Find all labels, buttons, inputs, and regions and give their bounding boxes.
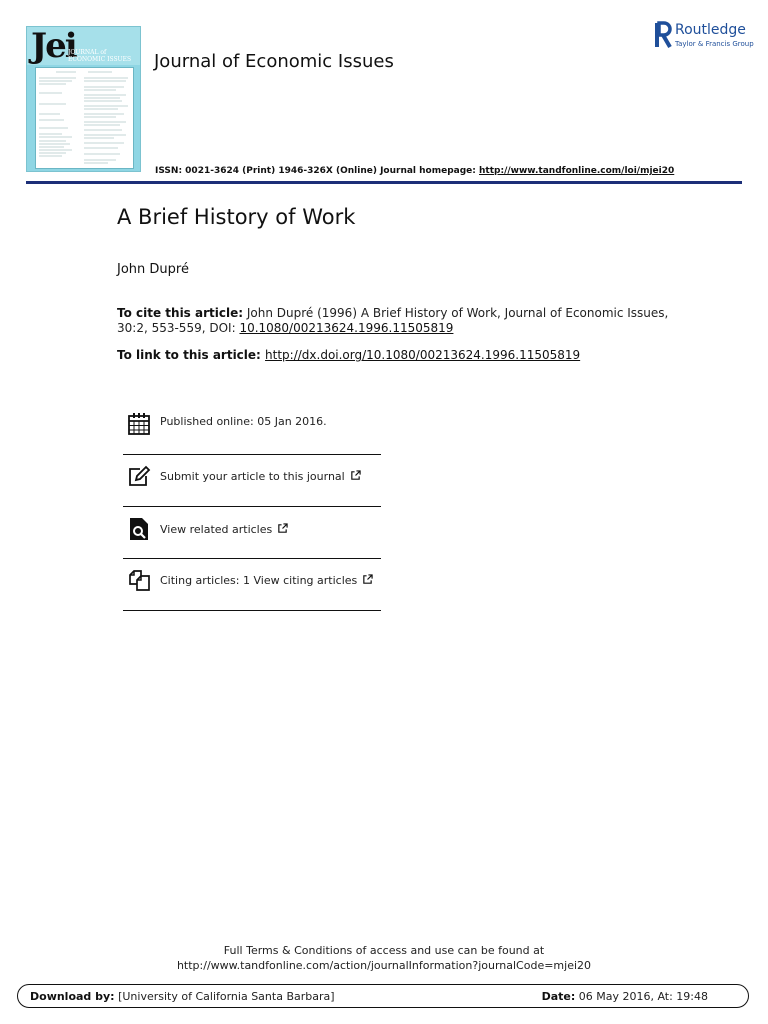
- issn-text: ISSN: 0021-3624 (Print) 1946-326X (Online) Journal homepage:: [155, 166, 480, 176]
- issn-line: [155, 166, 674, 176]
- journal-cover-image: [26, 26, 141, 172]
- citing-articles-row[interactable]: [123, 559, 381, 611]
- download-info-bar: [17, 984, 749, 1008]
- external-link-icon: [350, 470, 361, 481]
- doi-link[interactable]: 10.1080/00213624.1996.11505819: [239, 321, 454, 335]
- download-date: [542, 990, 708, 1003]
- download-date-value: 06 May 2016, At: 19:48: [575, 990, 708, 1003]
- terms-link[interactable]: http://www.tandfonline.com/action/journalInformation?journalCode=mjei20: [176, 959, 592, 972]
- external-link-icon: [277, 523, 288, 534]
- citing-articles-link[interactable]: [160, 574, 373, 587]
- publisher-subtitle: Taylor & Francis Group: [675, 40, 754, 48]
- cover-journal-name: JOURNAL of ECONOMIC ISSUES: [68, 49, 132, 63]
- journal-homepage-link[interactable]: http://www.tandfonline.com/loi/mjei20: [479, 166, 675, 176]
- copy-documents-icon: [127, 568, 151, 592]
- terms-notice: [0, 943, 768, 973]
- article-doi-url-link[interactable]: http://dx.doi.org/10.1080/00213624.1996.11505819: [265, 348, 581, 362]
- cover-contents: [35, 67, 134, 169]
- download-by-value: [University of California Santa Barbara]: [114, 990, 335, 1003]
- related-articles-row[interactable]: [123, 507, 381, 559]
- terms-line-1: Full Terms & Conditions of access and use can be found at: [223, 944, 545, 957]
- publisher-logo[interactable]: [654, 21, 754, 51]
- calendar-icon: [127, 412, 151, 436]
- published-online-label: Published online: 05 Jan 2016.: [160, 415, 327, 428]
- article-author: John Dupré: [117, 262, 189, 277]
- citing-articles-label: Citing articles: 1 View citing articles: [160, 574, 358, 587]
- citation-block: [117, 306, 677, 336]
- published-online-row: [123, 404, 381, 455]
- related-articles-link[interactable]: [160, 523, 288, 536]
- download-date-label: Date:: [541, 990, 576, 1003]
- related-articles-label: View related articles: [160, 523, 273, 536]
- search-document-icon: [127, 517, 151, 541]
- header-divider: [26, 181, 742, 184]
- download-by-label: Download by:: [30, 990, 115, 1003]
- link-label: To link to this article:: [117, 348, 266, 362]
- submit-article-row[interactable]: [123, 455, 381, 507]
- submit-article-label: Submit your article to this journal: [160, 470, 345, 483]
- article-link-block: [117, 348, 580, 362]
- article-actions: [123, 404, 381, 611]
- citation-label: To cite this article:: [117, 306, 244, 320]
- submit-article-link[interactable]: [160, 470, 361, 483]
- routledge-r-icon: [654, 21, 672, 49]
- download-by: [30, 990, 335, 1003]
- publisher-name: Routledge: [675, 22, 746, 38]
- edit-icon: [127, 465, 151, 489]
- citation-text: John Dupré (1996) A Brief History of Work, Journal of Economic Issues, 30:2, 553-559, DOI:: [117, 306, 669, 335]
- article-title: A Brief History of Work: [117, 205, 356, 229]
- external-link-icon: [362, 574, 373, 585]
- journal-title[interactable]: Journal of Economic Issues: [154, 51, 394, 72]
- cover-logo: Jei: [31, 26, 76, 66]
